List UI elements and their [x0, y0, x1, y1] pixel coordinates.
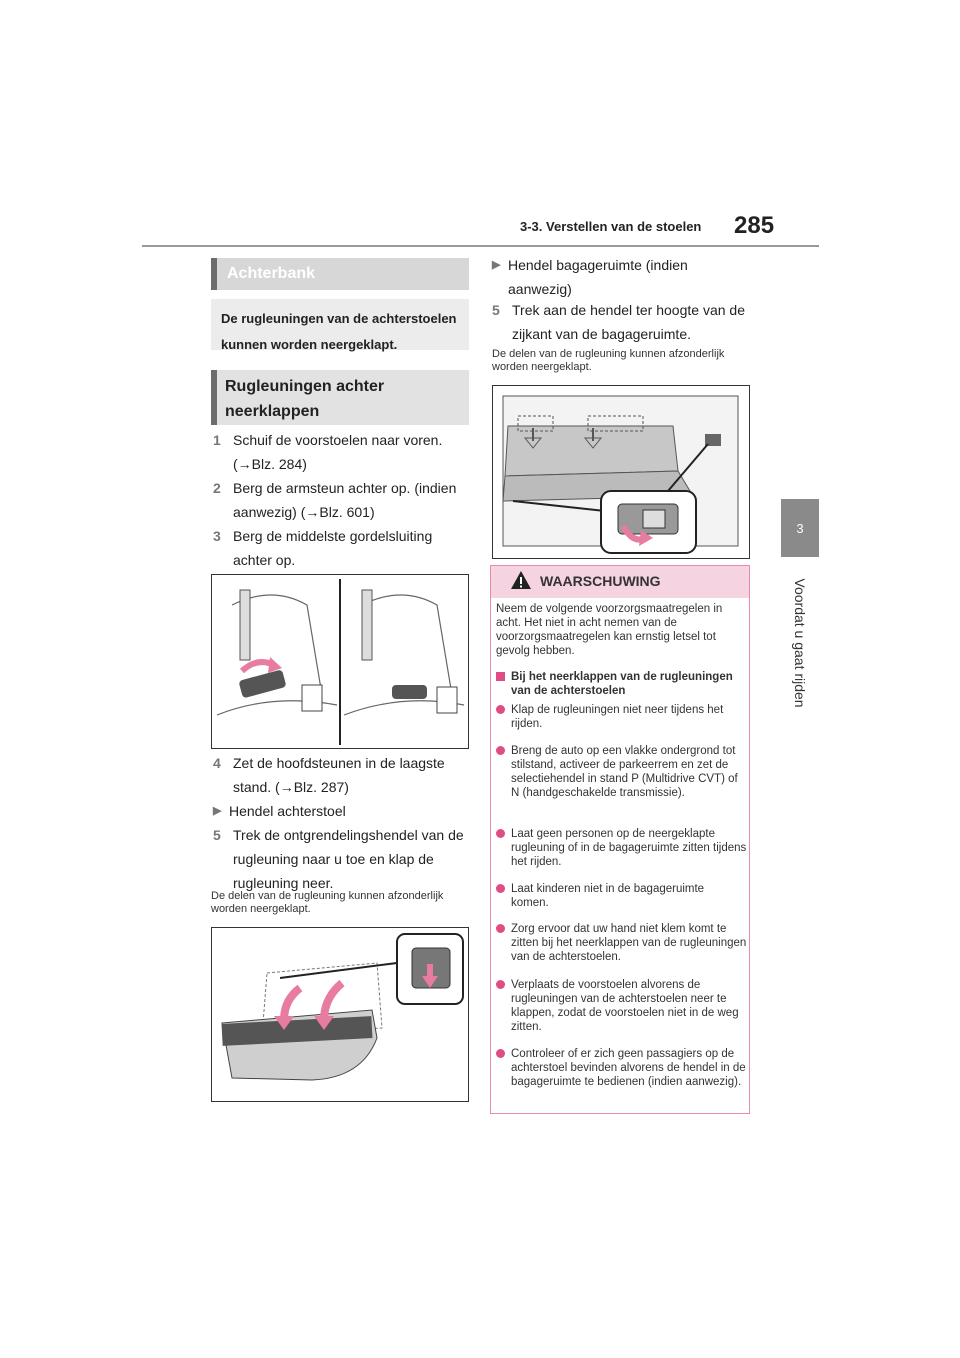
rear-seat-illustration: [211, 927, 469, 1102]
warning-item: Zorg ervoor dat uw hand niet klem komt te zitten bij het neerklappen van de rugleuningen van de achterstoelen.: [511, 923, 747, 963]
step-text: Trek de ontgrendelingshendel van de rugleuning naar u toe en klap de rugleuning neer.: [233, 827, 464, 891]
arrow-icon: ▶: [492, 259, 501, 271]
warning-item: Controleer of er zich geen passagiers op de achterstoel bevinden alvorens de hendel in de bagageruimte te bedienen (indien aanwezig).: [511, 1048, 746, 1088]
section-heading: Achterbank: [211, 258, 469, 290]
warning-item: Klap de rugleuningen niet neer tijdens het rijden.: [511, 704, 724, 730]
rear-seat-drawing: [212, 928, 468, 1101]
step-text: Trek aan de hendel ter hoogte van de zijkant van de bagageruimte.: [512, 302, 745, 342]
chapter-tab: 3: [781, 499, 819, 557]
step-5-right: [492, 298, 752, 346]
bullet-icon: [496, 746, 505, 755]
step-number: 5: [213, 827, 221, 843]
warning-icon: [510, 570, 532, 590]
step-2: [213, 476, 473, 524]
caption-left: De delen van de rugleuning kunnen afzonderlijk worden neergeklapt.: [211, 890, 444, 915]
step-number: 4: [213, 755, 221, 771]
subheading: Rugleuningen achter neerklappen: [211, 370, 469, 425]
step-text: Berg de middelste gordelsluiting achter op.: [233, 528, 433, 568]
arrow-icon: ▶: [213, 805, 222, 817]
warning-item: Laat geen personen op de neergeklapte rugleuning of in de bagageruimte zitten tijdens het rijden.: [511, 828, 747, 868]
step-text: Zet de hoofdsteunen in de laagste stand. (→Blz. 287): [233, 755, 445, 795]
bullet-icon: [496, 884, 505, 893]
lever-label: Hendel bagageruimte (indien aanwezig): [508, 257, 688, 297]
step-text: Berg de armsteun achter op. (indien aanwezig) (→Blz. 601): [233, 480, 457, 520]
step-text: Schuif de voorstoelen naar voren. (→Blz. 284): [233, 432, 443, 472]
warning-title: WAARSCHUWING: [540, 573, 661, 589]
lever-label: Hendel achterstoel: [229, 803, 346, 819]
lever-rear-seat: [213, 799, 473, 823]
bullet-icon: [496, 705, 505, 714]
buckle-illustration: [211, 574, 469, 749]
caption-right: De delen van de rugleuning kunnen afzonderlijk worden neergeklapt.: [492, 348, 725, 373]
step-4: [213, 751, 473, 799]
step-number: 2: [213, 480, 221, 496]
warning-intro: Neem de volgende voorzorgsmaatregelen in acht. Het niet in acht nemen van de voorzorgsmaatregelen kan ernstig letsel tot gevolg hebben.: [496, 603, 723, 657]
warning-subheading: Bij het neerklappen van de rugleuningen van de achterstoelen: [511, 671, 733, 697]
square-bullet-icon: [496, 672, 505, 681]
warning-item: Laat kinderen niet in de bagageruimte komen.: [511, 883, 705, 909]
bullet-icon: [496, 924, 505, 933]
step-number: 1: [213, 432, 221, 448]
step-3: [213, 524, 473, 572]
luggage-illustration: [492, 385, 750, 559]
bullet-icon: [496, 980, 505, 989]
bullet-icon: [496, 829, 505, 838]
step-number: 5: [492, 302, 500, 318]
luggage-drawing: [493, 386, 749, 558]
section-title: 3-3. Verstellen van de stoelen: [520, 219, 702, 234]
chapter-label: Voordat u gaat rijden: [792, 578, 808, 708]
buckle-drawing: [212, 575, 468, 748]
section-intro: De rugleuningen van de achterstoelen kunnen worden neergeklapt.: [211, 299, 469, 350]
step-number: 3: [213, 528, 221, 544]
warning-item: Breng de auto op een vlakke ondergrond tot stilstand, activeer de parkeerrem en zet de selectiehendel in stand P (Multidrive CVT) of N (handgeschakelde transmissie).: [511, 745, 738, 799]
header-rule: [142, 245, 819, 247]
chapter-label-box: [776, 566, 824, 720]
page-number: 285: [734, 212, 775, 239]
step-1: [213, 428, 473, 476]
step-5-left: [213, 823, 473, 895]
bullet-icon: [496, 1049, 505, 1058]
lever-luggage: [492, 253, 752, 301]
warning-item: Verplaats de voorstoelen alvorens de rugleuningen van de achterstoelen neer te klappen, zodat de voorstoelen niet in de weg zitten.: [511, 979, 739, 1033]
